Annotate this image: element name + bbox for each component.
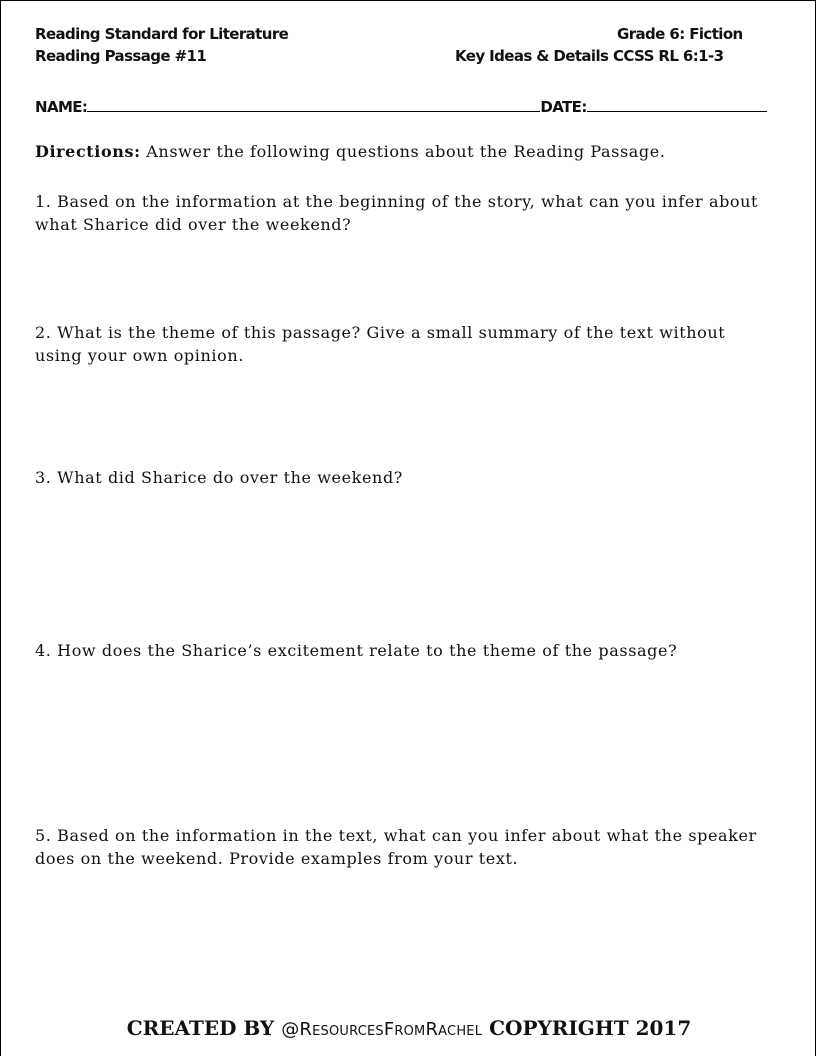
question-5: 5. Based on the information in the text, what can you infer about what the speaker does on the weekend. Provide examples from your text.: [35, 826, 757, 868]
question-2: 2. What is the theme of this passage? Give a small summary of the text without using your own opinion.: [35, 323, 726, 365]
name-field[interactable]: [87, 97, 540, 112]
standard-title: Reading Standard for Literature: [35, 25, 289, 43]
question-4: 4. How does the Sharice’s excitement relate to the theme of the passage?: [35, 641, 678, 660]
date-label: DATE:: [540, 98, 587, 116]
question-3: 3. What did Sharice do over the weekend?: [35, 468, 403, 487]
created-by-label: CREATED BY: [126, 1016, 275, 1040]
directions-text: Answer the following questions about the Reading Passage.: [146, 142, 666, 161]
name-label: NAME:: [35, 98, 88, 116]
directions: [35, 140, 775, 163]
copyright-label: COPYRIGHT 2017: [489, 1016, 692, 1040]
date-field[interactable]: [587, 97, 767, 112]
grade-label: Grade 6: Fiction: [617, 25, 743, 43]
directions-label: Directions:: [35, 142, 141, 161]
standards-label: Key Ideas & Details CCSS RL 6:1-3: [455, 47, 724, 65]
question-1: 1. Based on the information at the beginning of the story, what can you infer about what Sharice did over the weekend?: [35, 192, 759, 234]
author-handle: @ResourcesFromRachel: [281, 1019, 483, 1040]
footer-credit: [1, 1016, 816, 1040]
name-date-row: [35, 97, 767, 116]
passage-number: Reading Passage #11: [35, 47, 207, 65]
